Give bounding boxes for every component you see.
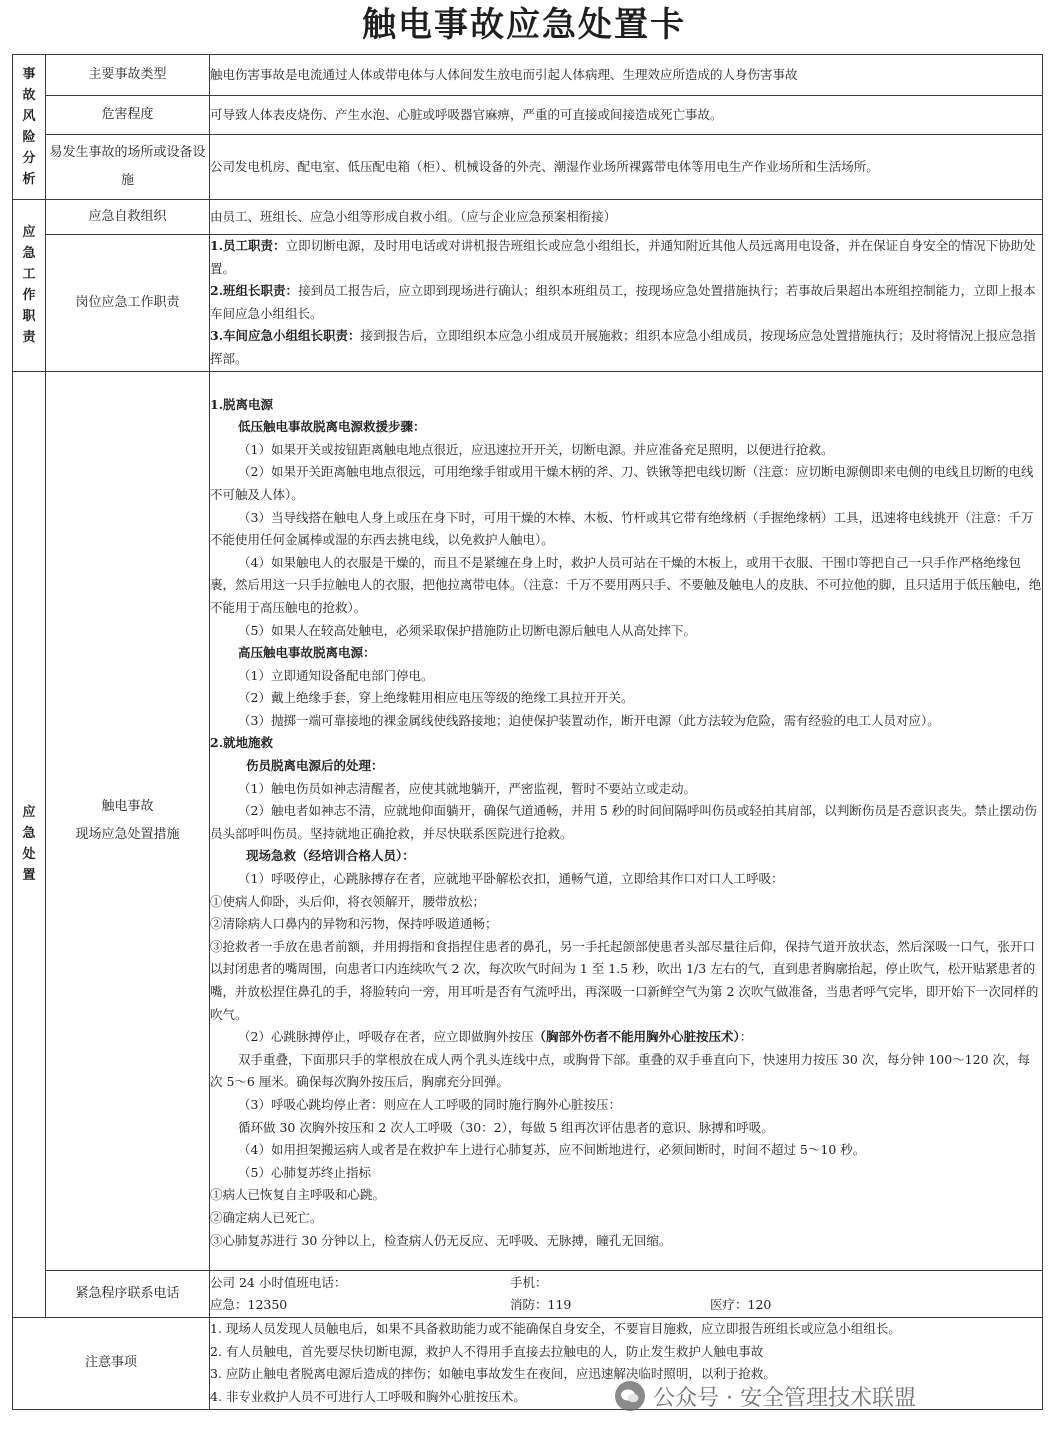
sub-step-item: ②确定病人已死亡。: [210, 1209, 323, 1225]
step-item: （1）触电伤员如神志清醒者，应使其就地躺开，严密监视，暂时不要站立或走动。: [238, 780, 696, 796]
risk-places-content: 公司发电机房、配电室、低压配电箱（柜）、机械设备的外壳、潮湿作业场所裸露带电体等用电生产作业场所和生活场所。: [210, 135, 1043, 200]
step-item: （3）抛掷一端可靠接地的裸金属线使线路接地；迫使保护装置动作，断开电源（此方法较为危险，需有经验的电工人员对应）。: [238, 712, 940, 728]
section-heading: 2.就地施救: [210, 735, 274, 751]
duty-item: 2.班组长职责：接到员工报告后，应立即到现场进行确认；组织本班组员工，按现场应急处置措施执行；若事故后果超出本班组控制能力，立即上报本车间应急小组组长。: [210, 283, 1036, 321]
measures-content: [210, 371, 1043, 1271]
section-heading: 1.脱离电源: [210, 396, 274, 412]
duty-row-2: [13, 235, 1043, 372]
note-item: 2. 有人员触电，首先要尽快切断电源，救护人不得用手直接去拉触电的人，防止发生救护人触电事故: [210, 1343, 764, 1359]
card-title: 触电事故应急处置卡: [362, 5, 686, 45]
post-duty-label: 岗位应急工作职责: [46, 235, 210, 372]
step-item: （2）触电者如神志不清，应就地仰面躺开，确保气道通畅，并用 5 秒的时间间隔呼叫伤员或轻拍其肩部，以判断伤员是否意识丧失。禁止摆动伤员头部呼叫伤员。坚持就地正确抢救，并尽快联系医院进行抢救。: [210, 803, 1037, 841]
sub-step-item: ③心肺复苏进行 30 分钟以上，检查病人仍无反应、无呼吸、无脉搏，瞳孔无回缩。: [210, 1232, 672, 1248]
step-item: （2）戴上绝缘手套，穿上绝缘鞋用相应电压等级的绝缘工具拉开开关。: [238, 690, 634, 706]
step-item: （4）如果触电人的衣服是干燥的，而且不是紧缠在身上时，救护人员可站在干燥的木板上，或用干衣服、干围巾等把自己一只手作严格绝缘包裹，然后用这一只手拉触电人的衣服，把他拉离带电体。（注意：千万不要用两只手、不要触及触电人的皮肤、不可拉他的脚，且只适用于低压触电，绝不能用于高压触电的抢救）。: [210, 554, 1042, 615]
step-item: （3）当导线搭在触电人身上或压在身下时，可用干燥的木棒、木板、竹杆或其它带有绝缘柄（手握绝缘柄）工具，迅速将电线挑开（注意：千万不能使用任何金属棒或湿的东西去挑电线，以免救护人触电）。: [210, 509, 1034, 548]
duty-category: 应 急 工 作 职 责: [13, 200, 46, 372]
harm-level-label: 危害程度: [46, 96, 210, 135]
harm-level-content: 可导致人体表皮烧伤、产生水泡、心脏或呼吸器官麻痹，严重的可直接或间接造成死亡事故。: [210, 96, 1043, 135]
risk-type-label: 主要事故类型: [46, 55, 210, 96]
duty-item: 1.员工职责：立即切断电源，及时用电话或对讲机报告班组长或应急小组组长，并通知附近其他人员远离用电设备，并在保证自身安全的情况下协助处置。: [210, 238, 1036, 276]
sub-step-item: ①使病人仰卧，头后仰，将衣领解开，腰带放松；: [210, 893, 486, 909]
risk-type-content: 触电伤害事故是电流通过人体或带电体与人体间发生放电而引起人体病理、生理效应所造成的人身伤害事故: [210, 55, 1043, 96]
step-item: （1）立即通知设备配电部门停电。: [238, 667, 434, 683]
step-item: （1）如果开关或按钮距离触电地点很近，应迅速拉开开关，切断电源。并应准备充足照明，以便进行抢救。: [238, 441, 834, 457]
step-item: （2）如果开关距离触电地点很远，可用绝缘手钳或用干燥木柄的斧、刀、铁锹等把电线切断（注意：应切断电源侧即来电侧的电线且切断的电线不可触及人体）。: [210, 464, 1034, 502]
sub-step-item: ②清除病人口鼻内的异物和污物，保持呼吸道通畅；: [210, 916, 498, 932]
step-item: （4）如用担架搬运病人或者是在救护车上进行心肺复苏，应不间断地进行，必须间断时，时间不超过 5～10 秒。: [238, 1142, 866, 1158]
note-item: 4. 非专业救护人员不可进行人工呼吸和胸外心脏按压术。: [210, 1388, 526, 1404]
disposal-row-2: [13, 1271, 1043, 1318]
duty-line: 公司 24 小时值班电话：: [210, 1275, 347, 1291]
step-item: （1）呼吸停止，心跳脉搏存在者，应就地平卧解松衣扣，通畅气道，立即给其作口对口人工呼吸：: [238, 871, 784, 887]
sub-step-item: ①病人已恢复自主呼吸和心跳。: [210, 1187, 386, 1203]
risk-category: 事 故 风 险 分 析: [13, 55, 46, 200]
sub-heading: 高压触电事故脱离电源：: [238, 645, 376, 661]
risk-row-1: [13, 55, 1043, 96]
risk-row-3: [13, 135, 1043, 200]
notes-row: [13, 1318, 1043, 1409]
rescue-org-label: 应急自救组织: [46, 200, 210, 235]
risk-places-label: 易发生事故的场所或设备设施: [46, 135, 210, 200]
sub-heading: 伤员脱离电源后的处理：: [246, 758, 384, 774]
fire-number: 消防：119: [510, 1297, 572, 1313]
phone-grid: [210, 1272, 1042, 1316]
phone-content: [210, 1271, 1043, 1318]
risk-row-2: [13, 96, 1043, 135]
step-item: 双手重叠，下面那只手的掌根放在成人两个乳头连线中点，或胸骨下部。重叠的双手垂直向下，快速用力按压 30 次，每分钟 100～120 次，每次 5～6 厘米。确保每次胸外按压后，胸廓充分回弹。: [210, 1051, 1031, 1090]
sub-heading: 低压触电事故脱离电源救援步骤：: [238, 419, 426, 435]
disposal-row-1: [13, 371, 1043, 1271]
note-item: 1. 现场人员发现人员触电后，如果不具备救助能力或不能确保自身安全，不要盲目施救，应立即报告班组长或应急小组组长。: [210, 1321, 901, 1337]
post-duty-content: [210, 235, 1043, 372]
sub-heading: 现场急救（经培训合格人员）：: [246, 848, 415, 864]
medical-number: 医疗：120: [710, 1297, 772, 1313]
sub-step-item: ③抢救者一手放在患者前额，并用拇指和食指捏住患者的鼻孔，另一手托起颌部使患者头部尽量往后仰，保持气道开放状态，然后深吸一口气，张开口以封闭患者的嘴周围，向患者口内连续吹气 2 次，每次吹气时间为 1 至 1.5 秒，吹出 1/3 左右的气，直到患者胸廓抬起，停止吹气，松开贴紧患者的嘴，并放松捏住鼻孔的手，将脸转向一旁，用耳听是否有气流呼出，再深吸一口新鲜空气为第 2 次吹气做准备，当患者呼气完毕，即开始下一次同样的吹气。: [210, 938, 1039, 1022]
watermark-text: 公众号 · 安全管理技术联盟: [653, 1385, 916, 1411]
duty-row-1: [13, 200, 1043, 235]
note-item: 3. 应防止触电者脱离电源后造成的摔伤；如触电事故发生在夜间，应迅速解决临时照明，以利于抢救。: [210, 1366, 776, 1382]
emergency-card-table: [12, 54, 1043, 1410]
duty-item: 3.车间应急小组组长职责：接到报告后，立即组织本应急小组成员开展施救；组织本应急小组成员，按现场应急处置措施执行；及时将情况上报应急指挥部。: [210, 328, 1036, 366]
step-item: 循环做 30 次胸外按压和 2 次人工呼吸（30：2），每做 5 组再次评估患者的意识、脉搏和呼吸。: [238, 1119, 774, 1135]
mobile-line: 手机：: [510, 1275, 548, 1291]
step-item: （5）心肺复苏终止指标: [238, 1164, 371, 1180]
measures-label: 触电事故 现场应急处置措施: [46, 371, 210, 1271]
step-item: （2）心跳脉搏停止，呼吸存在者，应立即做胸外按压（胸部外伤者不能用胸外心脏按压术）：: [238, 1029, 753, 1045]
notes-content: [210, 1318, 1043, 1409]
rescue-org-content: 由员工、班组长、应急小组等形成自救小组。（应与企业应急预案相衔接）: [210, 200, 1043, 235]
step-item: （3）呼吸心跳均停止者：则应在人工呼吸的同时施行胸外心脏按压：: [238, 1096, 621, 1112]
notes-label: 注意事项: [13, 1318, 210, 1409]
step-item: （5）如果人在较高处触电，必须采取保护措施防止切断电源后触电人从高处摔下。: [238, 622, 696, 638]
phone-label: 紧急程序联系电话: [46, 1271, 210, 1318]
emergency-number: 应急：12350: [210, 1297, 288, 1313]
disposal-category: 应 急 处 置: [13, 371, 46, 1318]
